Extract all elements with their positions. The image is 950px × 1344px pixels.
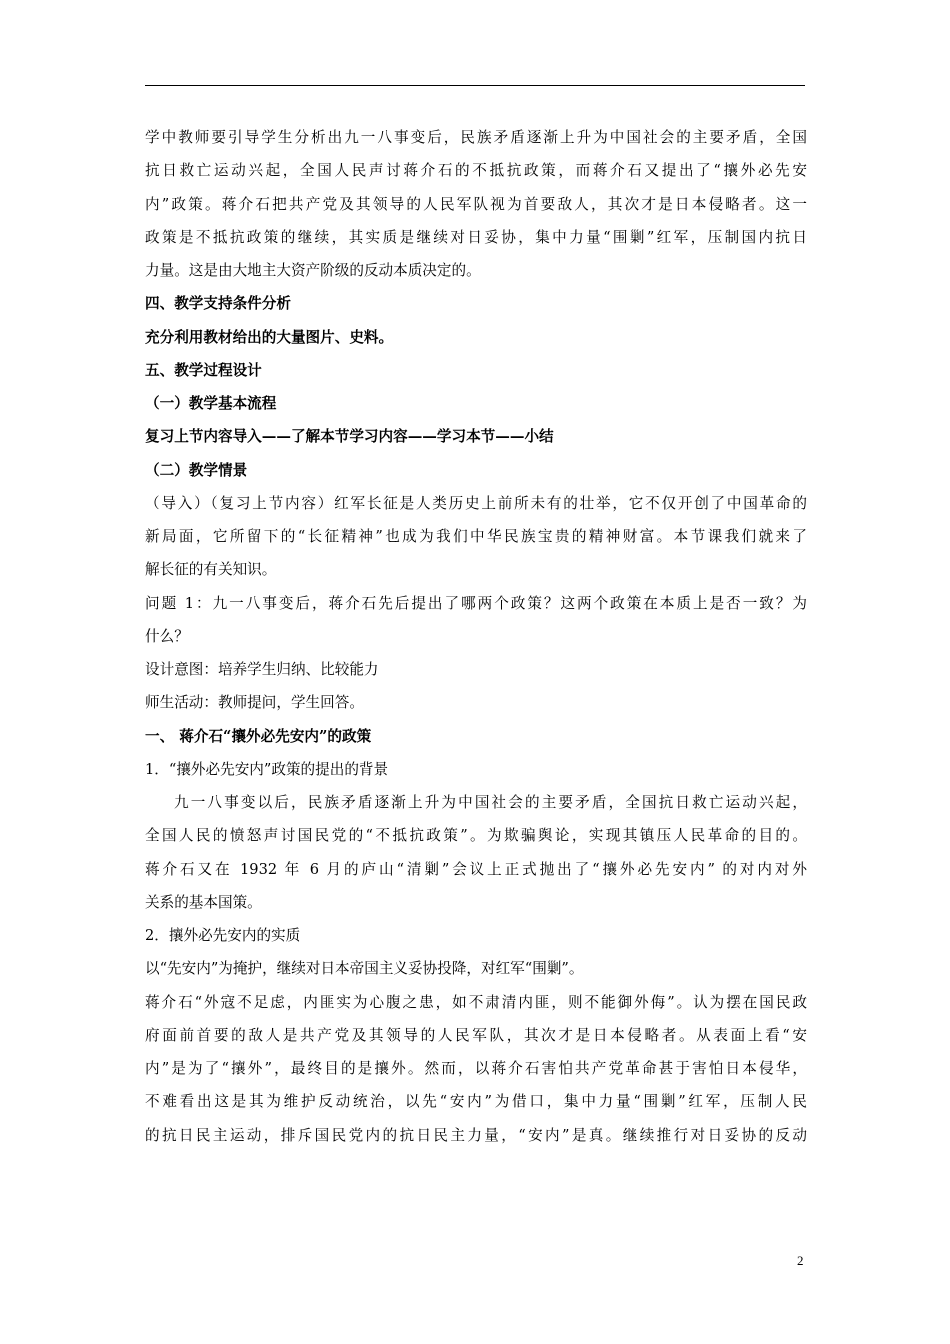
body-text-line: 全国人民的愤怒声讨国民党的“不抵抗政策”。为欺骗舆论，实现其镇压人民革命的目的。	[145, 827, 807, 845]
section-heading-line: 充分利用教材给出的大量图片、史料。	[145, 328, 394, 346]
section-heading-line: 一、 蒋介石“攘外必先安内”的政策	[145, 727, 372, 745]
body-text-line: 内”是为了“攘外”，最终目的是攘外。然而，以蒋介石害怕共产党革命甚于害怕日本侵华，	[145, 1060, 807, 1077]
body-text-line: 抗日救亡运动兴起，全国人民声讨蒋介石的不抵抗政策，而蒋介石又提出了“攘外必先安	[145, 162, 807, 180]
body-text-line: 力量。这是由大地主大资产阶级的反动本质决定的。	[145, 262, 481, 279]
section-heading-line: 四、教学支持条件分析	[145, 295, 291, 313]
body-text-line: 蒋介石又在 1932 年 6 月的庐山“清剿”会议上正式抛出了“攘外必先安内” 的对内对外	[145, 860, 807, 878]
body-text-line: 政策是不抵抗政策的继续，其实质是继续对日妥协，集中力量“围剿”红军，压制国内抗日	[145, 228, 807, 246]
body-text-line: 2．攘外必先安内的实质	[145, 927, 301, 944]
body-text-line: 内”政策。蒋介石把共产党及其领导的人民军队视为首要敌人，其次才是日本侵略者。这一	[145, 195, 807, 213]
document-body	[145, 121, 807, 1152]
body-text-line: 问题 1：九一八事变后，蒋介石先后提出了哪两个政策？这两个政策在本质上是否一致？为	[145, 594, 807, 612]
section-heading-line: （二）教学情景	[145, 461, 248, 479]
body-text-line: 设计意图：培养学生归纳、比较能力	[145, 661, 379, 678]
body-text-line: 新局面，它所留下的“长征精神”也成为我们中华民族宝贵的精神财富。本节课我们就来了	[145, 528, 807, 545]
header-rule	[145, 85, 805, 86]
body-text-line: 九一八事变以后，民族矛盾逐渐上升为中国社会的主要矛盾，全国抗日救亡运动兴起，	[174, 794, 807, 811]
section-heading-line: 复习上节内容导入——了解本节学习内容——学习本节——小结	[145, 428, 554, 446]
section-heading-line: 五、教学过程设计	[145, 361, 262, 379]
body-text-line: （导入）（复习上节内容）红军长征是人类历史上前所未有的壮举，它不仅开创了中国革命的	[145, 494, 807, 512]
body-text-line: 解长征的有关知识。	[145, 561, 277, 579]
body-text-line: 蒋介石“外寇不足虑，内匪实为心腹之患，如不肃清内匪，则不能御外侮”。认为摆在国民政	[145, 993, 807, 1011]
body-text-line: 的抗日民主运动，排斥国民党内的抗日民主力量，“安内”是真。继续推行对日妥协的反动	[145, 1126, 807, 1144]
body-text-line: 以“先安内”为掩护，继续对日本帝国主义妥协投降，对红军“围剿”。	[145, 960, 584, 978]
body-text-line: 什么？	[145, 627, 189, 645]
body-text-line: 1．“攘外必先安内”政策的提出的背景	[145, 760, 389, 778]
page-number: 2	[797, 1253, 804, 1268]
body-text-line: 学中教师要引导学生分析出九一八事变后，民族矛盾逐渐上升为中国社会的主要矛盾，全国	[145, 129, 807, 146]
body-text-line: 师生活动：教师提问，学生回答。	[145, 694, 364, 712]
section-heading-line: （一）教学基本流程	[145, 395, 277, 412]
body-text-line: 关系的基本国策。	[145, 893, 262, 911]
body-text-line: 府面前首要的敌人是共产党及其领导的人民军队，其次才是日本侵略者。从表面上看“安	[145, 1026, 807, 1044]
body-text-line: 不难看出这是其为维护反动统治，以先“安内”为借口，集中力量“围剿”红军，压制人民	[145, 1093, 807, 1111]
